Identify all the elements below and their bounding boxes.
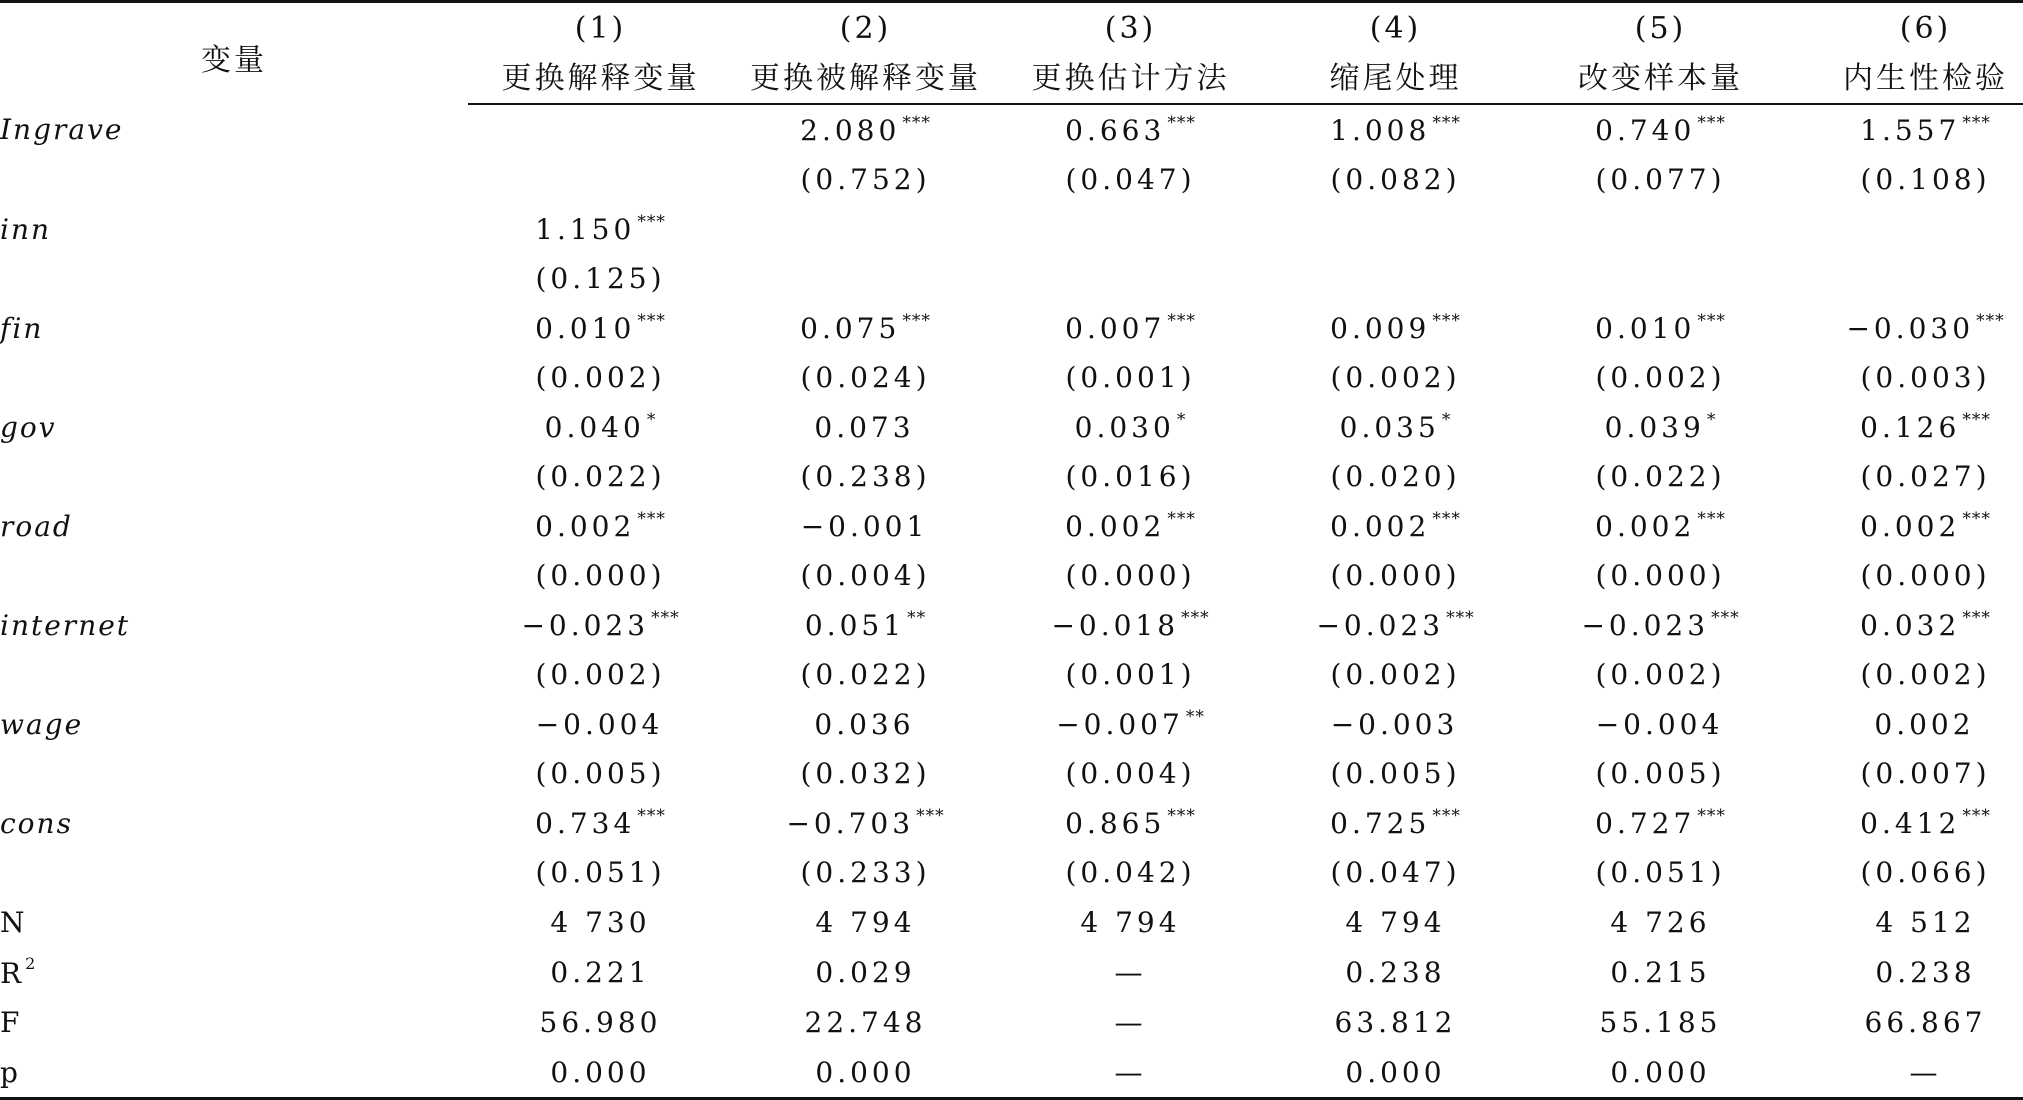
coefficient-cell <box>468 600 733 650</box>
empty-label-cell <box>0 848 468 897</box>
table-row-standard-error <box>0 650 2023 699</box>
table-row-standard-error <box>0 254 2023 303</box>
coefficient-cell <box>1793 798 2023 848</box>
variable-label: internet <box>0 608 131 642</box>
variable-label: gov <box>0 410 57 444</box>
standard-error-cell: (0.005) <box>1595 757 1726 790</box>
table-row-coefficient <box>0 501 2023 551</box>
column-label-3: 更换估计方法 <box>998 47 1263 104</box>
coefficient-value: −0.001 <box>800 510 929 543</box>
statistic-name <box>0 897 468 947</box>
standard-error-cell: (0.003) <box>1860 361 1991 394</box>
standard-error-cell <box>733 254 998 303</box>
coefficient-cell <box>1263 600 1528 650</box>
variable-name <box>0 402 468 452</box>
statistic-value: 4 794 <box>1080 905 1181 939</box>
standard-error-cell: (0.000) <box>1330 559 1461 592</box>
statistic-value: 0.238 <box>1875 955 1976 989</box>
statistic-value: 0.000 <box>1263 1047 1528 1099</box>
coefficient-cell <box>1528 798 1793 848</box>
significance-stars: *** <box>1962 113 1991 133</box>
coefficient-value: 2.080 <box>800 114 901 147</box>
significance-stars: *** <box>637 311 666 331</box>
significance-stars: ** <box>1185 707 1205 727</box>
statistic-name <box>0 997 468 1047</box>
empty-label-cell <box>0 749 468 798</box>
coefficient-value: 0.075 <box>800 312 901 345</box>
statistic-value: 55.185 <box>1599 1005 1722 1039</box>
table-row-coefficient <box>0 798 2023 848</box>
column-label-2: 更换被解释变量 <box>733 47 998 104</box>
coefficient-value: 0.073 <box>814 411 915 444</box>
coefficient-cell <box>468 402 733 452</box>
coefficient-value: 0.740 <box>1595 114 1696 147</box>
coefficient-value: 0.010 <box>1595 312 1696 345</box>
table-row-standard-error <box>0 353 2023 402</box>
variable-label: wage <box>0 707 84 741</box>
header-row-numbers <box>0 2 2023 48</box>
coefficient-cell <box>1793 501 2023 551</box>
coefficient-cell <box>998 501 1263 551</box>
variable-name <box>0 699 468 749</box>
standard-error-cell: (0.047) <box>1065 163 1196 196</box>
standard-error-cell: (0.016) <box>1065 460 1196 493</box>
coefficient-value: −0.004 <box>535 708 664 741</box>
standard-error-cell <box>1528 254 1793 303</box>
standard-error-cell: (0.000) <box>1860 559 1991 592</box>
standard-error-cell <box>1793 254 2023 303</box>
standard-error-cell: (0.108) <box>1860 163 1991 196</box>
statistic-value: 4 730 <box>550 905 651 939</box>
statistic-value: — <box>1114 955 1147 989</box>
significance-stars: *** <box>1167 806 1196 826</box>
table-row-coefficient <box>0 699 2023 749</box>
coefficient-cell <box>468 501 733 551</box>
statistic-name <box>0 1047 468 1099</box>
variable-name <box>0 204 468 254</box>
column-label-4: 缩尾处理 <box>1263 47 1528 104</box>
standard-error-cell: (0.125) <box>535 262 666 295</box>
significance-stars: * <box>1706 410 1717 430</box>
standard-error-cell <box>468 155 733 204</box>
coefficient-value: 0.036 <box>814 708 915 741</box>
coefficient-cell <box>468 204 733 254</box>
standard-error-cell: (0.082) <box>1330 163 1461 196</box>
coefficient-value: −0.018 <box>1051 609 1180 642</box>
coefficient-cell <box>998 303 1263 353</box>
significance-stars: *** <box>1976 311 2005 331</box>
coefficient-cell <box>998 104 1263 155</box>
empty-label-cell <box>0 650 468 699</box>
statistic-value: 0.000 <box>1528 1047 1793 1099</box>
coefficient-value: 0.032 <box>1860 609 1961 642</box>
coefficient-cell <box>1528 501 1793 551</box>
empty-label-cell <box>0 155 468 204</box>
empty-label-cell <box>0 551 468 600</box>
coefficient-value: −0.703 <box>786 807 915 840</box>
coefficient-value: 0.007 <box>1065 312 1166 345</box>
coefficient-cell <box>1793 699 2023 749</box>
coefficient-cell <box>468 699 733 749</box>
coefficient-cell <box>1528 204 1793 254</box>
column-number-4: (4) <box>1263 2 1528 48</box>
standard-error-cell: (0.002) <box>1595 361 1726 394</box>
statistic-value: 4 794 <box>815 905 916 939</box>
column-number-3: (3) <box>998 2 1263 48</box>
coefficient-value: 0.039 <box>1604 411 1705 444</box>
variable-name <box>0 104 468 155</box>
coefficient-cell <box>733 501 998 551</box>
variable-name <box>0 798 468 848</box>
coefficient-cell <box>733 699 998 749</box>
variable-name <box>0 600 468 650</box>
statistic-value: 0.238 <box>1345 955 1446 989</box>
standard-error-cell: (0.002) <box>1860 658 1991 691</box>
table-row-coefficient <box>0 104 2023 155</box>
significance-stars: *** <box>1697 113 1726 133</box>
standard-error-cell: (0.000) <box>1065 559 1196 592</box>
standard-error-cell: (0.002) <box>535 658 666 691</box>
empty-label-cell <box>0 254 468 303</box>
significance-stars: *** <box>1167 509 1196 529</box>
significance-stars: *** <box>902 113 931 133</box>
coefficient-value: 1.008 <box>1330 114 1431 147</box>
coefficient-value: −0.007 <box>1056 708 1184 741</box>
coefficient-value: 0.002 <box>1874 708 1975 741</box>
coefficient-cell <box>1263 798 1528 848</box>
coefficient-cell <box>1528 104 1793 155</box>
table-row-standard-error <box>0 551 2023 600</box>
coefficient-value: 0.035 <box>1339 411 1440 444</box>
statistic-name <box>0 947 468 997</box>
standard-error-cell: (0.004) <box>800 559 931 592</box>
standard-error-cell: (0.002) <box>535 361 666 394</box>
standard-error-cell: (0.022) <box>1595 460 1726 493</box>
coefficient-value: −0.023 <box>1316 609 1445 642</box>
table-row-statistic <box>0 997 2023 1047</box>
statistic-superscript: 2 <box>25 954 40 973</box>
coefficient-cell <box>468 303 733 353</box>
significance-stars: *** <box>637 509 666 529</box>
table-row-statistic <box>0 1047 2023 1099</box>
coefficient-value: 0.002 <box>535 510 636 543</box>
statistic-value: 0.221 <box>550 955 651 989</box>
coefficient-cell <box>1793 600 2023 650</box>
table-row-statistic <box>0 897 2023 947</box>
coefficient-value: −0.030 <box>1846 312 1975 345</box>
coefficient-cell <box>733 600 998 650</box>
empty-label-cell <box>0 452 468 501</box>
significance-stars: ** <box>907 608 927 628</box>
table-row-statistic <box>0 947 2023 997</box>
coefficient-value: 0.734 <box>535 807 636 840</box>
coefficient-cell <box>468 798 733 848</box>
standard-error-cell: (0.233) <box>800 856 931 889</box>
standard-error-cell: (0.024) <box>800 361 931 394</box>
significance-stars: *** <box>1962 608 1991 628</box>
coefficient-value: 0.010 <box>535 312 636 345</box>
significance-stars: *** <box>1446 608 1475 628</box>
coefficient-cell <box>1263 204 1528 254</box>
standard-error-cell: (0.004) <box>1065 757 1196 790</box>
statistic-value: 4 726 <box>1610 905 1711 939</box>
coefficient-value: 0.030 <box>1074 411 1175 444</box>
significance-stars: *** <box>1962 806 1991 826</box>
coefficient-value: 0.725 <box>1330 807 1431 840</box>
statistic-value: 0.000 <box>468 1047 733 1099</box>
standard-error-cell: (0.051) <box>1595 856 1726 889</box>
table-row-standard-error <box>0 749 2023 798</box>
coefficient-cell <box>998 600 1263 650</box>
coefficient-cell <box>1263 402 1528 452</box>
standard-error-cell: (0.002) <box>1595 658 1726 691</box>
coefficient-value: 0.002 <box>1860 510 1961 543</box>
coefficient-cell <box>1793 204 2023 254</box>
column-number-6: (6) <box>1793 2 2023 48</box>
coefficient-cell <box>1528 303 1793 353</box>
coefficient-cell <box>468 104 733 155</box>
standard-error-cell: (0.027) <box>1860 460 1991 493</box>
statistic-value: 0.029 <box>815 955 916 989</box>
coefficient-cell <box>1793 104 2023 155</box>
standard-error-cell: (0.000) <box>535 559 666 592</box>
significance-stars: *** <box>1167 113 1196 133</box>
coefficient-value: −0.023 <box>1581 609 1710 642</box>
significance-stars: *** <box>651 608 680 628</box>
table-row-standard-error <box>0 848 2023 897</box>
significance-stars: *** <box>1711 608 1740 628</box>
significance-stars: *** <box>1962 410 1991 430</box>
significance-stars: *** <box>902 311 931 331</box>
standard-error-cell: (0.752) <box>800 163 931 196</box>
coefficient-cell <box>1528 402 1793 452</box>
coefficient-cell <box>998 402 1263 452</box>
statistic-value: 4 794 <box>1345 905 1446 939</box>
standard-error-cell: (0.022) <box>535 460 666 493</box>
table-row-coefficient <box>0 303 2023 353</box>
coefficient-value: 1.150 <box>535 213 636 246</box>
coefficient-value: −0.023 <box>521 609 650 642</box>
standard-error-cell: (0.051) <box>535 856 666 889</box>
significance-stars: *** <box>916 806 945 826</box>
coefficient-value: −0.003 <box>1330 708 1459 741</box>
variable-label: road <box>0 509 73 543</box>
statistic-label: p <box>0 1055 22 1089</box>
significance-stars: *** <box>1167 311 1196 331</box>
statistic-label: N <box>0 905 29 939</box>
standard-error-cell: (0.005) <box>1330 757 1461 790</box>
coefficient-value: 0.040 <box>544 411 645 444</box>
coefficient-cell <box>1263 104 1528 155</box>
standard-error-cell: (0.047) <box>1330 856 1461 889</box>
table-row-standard-error <box>0 155 2023 204</box>
statistic-label: F <box>0 1005 24 1039</box>
coefficient-cell <box>1528 699 1793 749</box>
coefficient-value: 0.002 <box>1065 510 1166 543</box>
coefficient-cell <box>998 699 1263 749</box>
coefficient-cell <box>733 402 998 452</box>
statistic-value: 56.980 <box>539 1005 662 1039</box>
statistic-value: 4 512 <box>1875 905 1976 939</box>
significance-stars: *** <box>637 212 666 232</box>
significance-stars: *** <box>637 806 666 826</box>
coefficient-cell <box>998 204 1263 254</box>
significance-stars: * <box>1441 410 1452 430</box>
significance-stars: *** <box>1181 608 1210 628</box>
coefficient-value: 0.009 <box>1330 312 1431 345</box>
variable-name <box>0 303 468 353</box>
standard-error-cell: (0.032) <box>800 757 931 790</box>
significance-stars: *** <box>1697 311 1726 331</box>
coefficient-value: 0.126 <box>1860 411 1961 444</box>
coefficient-value: 0.002 <box>1330 510 1431 543</box>
column-label-1: 更换解释变量 <box>468 47 733 104</box>
column-number-5: (5) <box>1528 2 1793 48</box>
coefficient-value: 0.727 <box>1595 807 1696 840</box>
coefficient-cell <box>1263 699 1528 749</box>
significance-stars: *** <box>1432 113 1461 133</box>
coefficient-cell <box>1263 501 1528 551</box>
coefficient-value: −0.004 <box>1595 708 1724 741</box>
coefficient-cell <box>733 104 998 155</box>
statistic-value: 0.215 <box>1610 955 1711 989</box>
table-row-coefficient <box>0 600 2023 650</box>
statistic-label: R <box>0 957 26 990</box>
coefficient-value: 0.002 <box>1595 510 1696 543</box>
significance-stars: *** <box>1432 806 1461 826</box>
standard-error-cell <box>998 254 1263 303</box>
standard-error-cell: (0.077) <box>1595 163 1726 196</box>
statistic-value: — <box>1114 1005 1147 1039</box>
significance-stars: *** <box>1697 806 1726 826</box>
variable-label: cons <box>0 806 73 840</box>
statistic-value: 0.000 <box>733 1047 998 1099</box>
standard-error-cell <box>1263 254 1528 303</box>
coefficient-cell <box>1793 402 2023 452</box>
significance-stars: *** <box>1697 509 1726 529</box>
statistic-value: 22.748 <box>804 1005 927 1039</box>
significance-stars: * <box>1176 410 1187 430</box>
coefficient-cell <box>1793 303 2023 353</box>
table-row-standard-error <box>0 452 2023 501</box>
statistic-value: 66.867 <box>1864 1005 1987 1039</box>
significance-stars: * <box>646 410 657 430</box>
standard-error-cell: (0.238) <box>800 460 931 493</box>
standard-error-cell: (0.007) <box>1860 757 1991 790</box>
standard-error-cell: (0.066) <box>1860 856 1991 889</box>
variable-header: 变量 <box>0 2 468 105</box>
table-body <box>0 104 2023 1099</box>
coefficient-cell <box>733 204 998 254</box>
significance-stars: *** <box>1432 311 1461 331</box>
statistic-value: — <box>1793 1047 2023 1099</box>
standard-error-cell: (0.000) <box>1595 559 1726 592</box>
standard-error-cell: (0.002) <box>1330 361 1461 394</box>
coefficient-value: 0.051 <box>804 609 906 642</box>
coefficient-cell <box>998 798 1263 848</box>
statistic-value: — <box>998 1047 1263 1099</box>
coefficient-cell <box>733 798 998 848</box>
standard-error-cell: (0.042) <box>1065 856 1196 889</box>
table-row-coefficient <box>0 402 2023 452</box>
significance-stars: *** <box>1962 509 1991 529</box>
variable-name <box>0 501 468 551</box>
variable-label: Ingrave <box>0 113 124 146</box>
standard-error-cell: (0.005) <box>535 757 666 790</box>
coefficient-value: 0.412 <box>1860 807 1961 840</box>
coefficient-value: 0.663 <box>1065 114 1166 147</box>
standard-error-cell: (0.002) <box>1330 658 1461 691</box>
standard-error-cell: (0.022) <box>800 658 931 691</box>
standard-error-cell: (0.020) <box>1330 460 1461 493</box>
variable-label: inn <box>0 212 52 246</box>
column-label-6: 内生性检验 <box>1793 47 2023 104</box>
statistic-value: 63.812 <box>1334 1005 1457 1039</box>
coefficient-value: 0.865 <box>1065 807 1166 840</box>
coefficient-cell <box>1528 600 1793 650</box>
coefficient-value: 1.557 <box>1860 114 1961 147</box>
empty-label-cell <box>0 353 468 402</box>
coefficient-cell <box>1263 303 1528 353</box>
column-number-1: (1) <box>468 2 733 48</box>
table-row-coefficient <box>0 204 2023 254</box>
variable-label: fin <box>0 311 44 345</box>
column-number-2: (2) <box>733 2 998 48</box>
standard-error-cell: (0.001) <box>1065 361 1196 394</box>
coefficient-cell <box>733 303 998 353</box>
standard-error-cell: (0.001) <box>1065 658 1196 691</box>
column-label-5: 改变样本量 <box>1528 47 1793 104</box>
significance-stars: *** <box>1432 509 1461 529</box>
